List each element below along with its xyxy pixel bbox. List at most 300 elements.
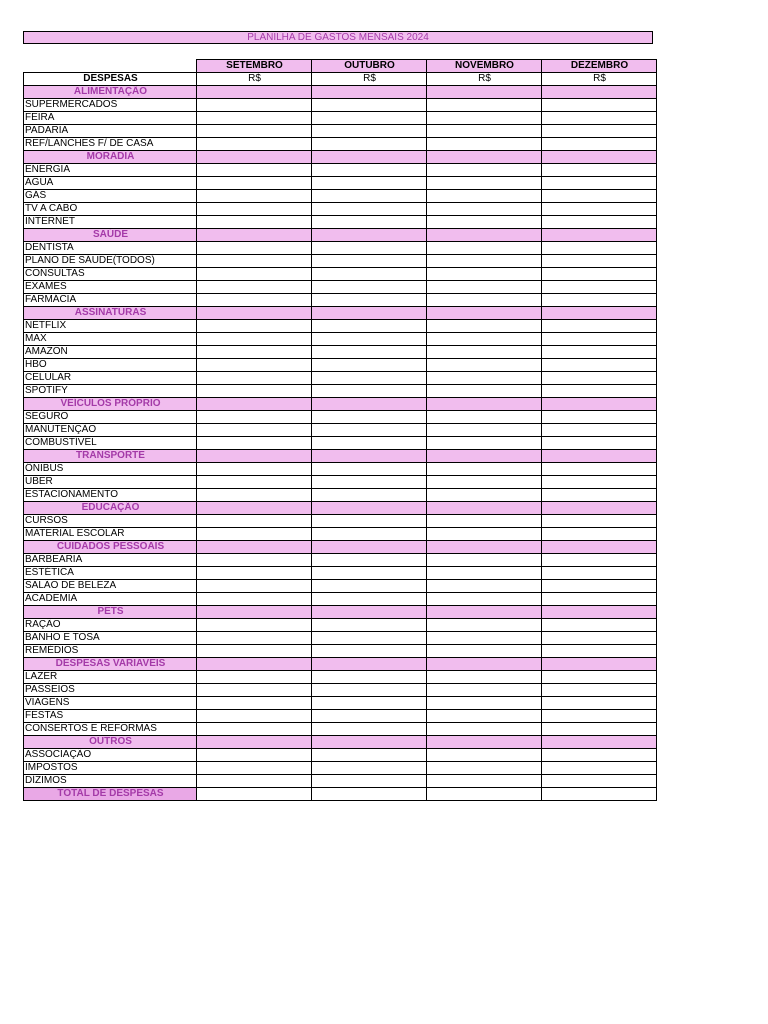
value-cell[interactable]: [542, 268, 657, 281]
value-cell[interactable]: [542, 346, 657, 359]
value-cell[interactable]: [427, 177, 542, 190]
value-cell[interactable]: [542, 372, 657, 385]
value-cell[interactable]: [197, 476, 312, 489]
value-cell[interactable]: [427, 489, 542, 502]
value-cell[interactable]: [427, 710, 542, 723]
value-cell[interactable]: [197, 775, 312, 788]
expense-label[interactable]: SPOTIFY: [24, 385, 197, 398]
value-cell[interactable]: [427, 151, 542, 164]
value-cell[interactable]: [542, 788, 657, 801]
value-cell[interactable]: [427, 671, 542, 684]
category-label[interactable]: VEÍCULOS PRÓPRIO: [24, 398, 197, 411]
value-cell[interactable]: [197, 385, 312, 398]
value-cell[interactable]: [197, 710, 312, 723]
expense-label[interactable]: REF/LANCHES F/ DE CASA: [24, 138, 197, 151]
value-cell[interactable]: [197, 268, 312, 281]
value-cell[interactable]: [312, 320, 427, 333]
value-cell[interactable]: [427, 645, 542, 658]
value-cell[interactable]: [312, 164, 427, 177]
value-cell[interactable]: [197, 307, 312, 320]
value-cell[interactable]: [197, 658, 312, 671]
value-cell[interactable]: [197, 437, 312, 450]
expense-row: [24, 333, 657, 346]
category-label[interactable]: EDUCAÇÃO: [24, 502, 197, 515]
value-cell[interactable]: [197, 606, 312, 619]
value-cell[interactable]: [542, 190, 657, 203]
value-cell[interactable]: [197, 697, 312, 710]
value-cell[interactable]: [312, 684, 427, 697]
value-cell[interactable]: [427, 99, 542, 112]
expense-label[interactable]: FARMÁCIA: [24, 294, 197, 307]
value-cell[interactable]: [427, 203, 542, 216]
expense-label[interactable]: REMÉDIOS: [24, 645, 197, 658]
value-cell[interactable]: [427, 398, 542, 411]
value-cell[interactable]: [542, 476, 657, 489]
value-cell[interactable]: [312, 437, 427, 450]
value-cell[interactable]: [197, 723, 312, 736]
value-cell[interactable]: [427, 411, 542, 424]
value-cell[interactable]: [427, 138, 542, 151]
value-cell[interactable]: [197, 177, 312, 190]
value-cell[interactable]: [312, 372, 427, 385]
value-cell[interactable]: [312, 268, 427, 281]
value-cell[interactable]: [542, 619, 657, 632]
value-cell[interactable]: [312, 723, 427, 736]
value-cell[interactable]: [427, 580, 542, 593]
value-cell[interactable]: [542, 736, 657, 749]
expense-label[interactable]: ASSOCIAÇÃO: [24, 749, 197, 762]
value-cell[interactable]: [542, 723, 657, 736]
value-cell[interactable]: [312, 255, 427, 268]
value-cell[interactable]: [312, 671, 427, 684]
category-label[interactable]: CUIDADOS PESSOAIS: [24, 541, 197, 554]
expense-table: [23, 59, 657, 801]
category-label[interactable]: PETS: [24, 606, 197, 619]
value-cell[interactable]: [427, 86, 542, 99]
corner-cell: [24, 60, 197, 73]
value-cell[interactable]: [197, 229, 312, 242]
value-cell[interactable]: [542, 710, 657, 723]
value-cell[interactable]: [197, 489, 312, 502]
category-label[interactable]: DESPESAS VARIAVEIS: [24, 658, 197, 671]
value-cell[interactable]: [542, 775, 657, 788]
value-cell[interactable]: [427, 268, 542, 281]
value-cell[interactable]: [312, 86, 427, 99]
currency-label[interactable]: R$: [542, 73, 657, 86]
category-label[interactable]: OUTROS: [24, 736, 197, 749]
value-cell[interactable]: [427, 567, 542, 580]
value-cell[interactable]: [197, 749, 312, 762]
value-cell[interactable]: [312, 203, 427, 216]
expense-label[interactable]: RAÇÃO: [24, 619, 197, 632]
value-cell[interactable]: [542, 528, 657, 541]
value-cell[interactable]: [427, 515, 542, 528]
value-cell[interactable]: [197, 645, 312, 658]
value-cell[interactable]: [542, 255, 657, 268]
value-cell[interactable]: [312, 450, 427, 463]
value-cell[interactable]: [427, 762, 542, 775]
value-cell[interactable]: [312, 463, 427, 476]
value-cell[interactable]: [312, 307, 427, 320]
value-cell[interactable]: [312, 138, 427, 151]
value-cell[interactable]: [312, 281, 427, 294]
expense-label[interactable]: SUPERMERCADOS: [24, 99, 197, 112]
category-label[interactable]: TRANSPORTE: [24, 450, 197, 463]
value-cell[interactable]: [197, 684, 312, 697]
value-cell[interactable]: [542, 632, 657, 645]
expense-label[interactable]: AMAZON: [24, 346, 197, 359]
value-cell[interactable]: [542, 580, 657, 593]
value-cell[interactable]: [312, 411, 427, 424]
value-cell[interactable]: [312, 476, 427, 489]
value-cell[interactable]: [312, 125, 427, 138]
value-cell[interactable]: [312, 736, 427, 749]
value-cell[interactable]: [542, 463, 657, 476]
value-cell[interactable]: [542, 125, 657, 138]
value-cell[interactable]: [542, 762, 657, 775]
month-header[interactable]: OUTUBRO: [312, 60, 427, 73]
value-cell[interactable]: [542, 385, 657, 398]
value-cell[interactable]: [542, 554, 657, 567]
value-cell[interactable]: [542, 281, 657, 294]
value-cell[interactable]: [427, 736, 542, 749]
value-cell[interactable]: [542, 112, 657, 125]
expense-label[interactable]: ESTÉTICA: [24, 567, 197, 580]
value-cell[interactable]: [197, 411, 312, 424]
value-cell[interactable]: [312, 99, 427, 112]
value-cell[interactable]: [542, 333, 657, 346]
expense-label[interactable]: DENTISTA: [24, 242, 197, 255]
expense-label[interactable]: BANHO E TOSA: [24, 632, 197, 645]
value-cell[interactable]: [427, 749, 542, 762]
expense-label[interactable]: MANUTENÇÃO: [24, 424, 197, 437]
value-cell[interactable]: [427, 307, 542, 320]
value-cell[interactable]: [427, 437, 542, 450]
value-cell[interactable]: [542, 749, 657, 762]
value-cell[interactable]: [542, 411, 657, 424]
expense-label[interactable]: PLANO DE SÁUDE(TODOS): [24, 255, 197, 268]
value-cell[interactable]: [197, 190, 312, 203]
value-cell[interactable]: [312, 632, 427, 645]
value-cell[interactable]: [197, 424, 312, 437]
value-cell[interactable]: [427, 619, 542, 632]
despesas-label[interactable]: DESPESAS: [24, 73, 197, 86]
month-header[interactable]: NOVEMBRO: [427, 60, 542, 73]
expense-label[interactable]: FESTAS: [24, 710, 197, 723]
value-cell[interactable]: [542, 86, 657, 99]
value-cell[interactable]: [197, 554, 312, 567]
value-cell[interactable]: [542, 645, 657, 658]
currency-label[interactable]: R$: [197, 73, 312, 86]
expense-label[interactable]: MATERIAL ESCOLAR: [24, 528, 197, 541]
value-cell[interactable]: [197, 151, 312, 164]
value-cell[interactable]: [542, 450, 657, 463]
value-cell[interactable]: [312, 333, 427, 346]
expense-row: [24, 723, 657, 736]
value-cell[interactable]: [197, 619, 312, 632]
value-cell[interactable]: [197, 671, 312, 684]
value-cell[interactable]: [427, 320, 542, 333]
value-cell[interactable]: [197, 242, 312, 255]
value-cell[interactable]: [312, 762, 427, 775]
value-cell[interactable]: [312, 541, 427, 554]
value-cell[interactable]: [427, 463, 542, 476]
value-cell[interactable]: [197, 788, 312, 801]
value-cell[interactable]: [427, 424, 542, 437]
value-cell[interactable]: [427, 359, 542, 372]
value-cell[interactable]: [427, 593, 542, 606]
value-cell[interactable]: [542, 229, 657, 242]
value-cell[interactable]: [427, 684, 542, 697]
value-cell[interactable]: [427, 658, 542, 671]
value-cell[interactable]: [197, 138, 312, 151]
value-cell[interactable]: [312, 658, 427, 671]
value-cell[interactable]: [197, 463, 312, 476]
value-cell[interactable]: [542, 359, 657, 372]
value-cell[interactable]: [542, 671, 657, 684]
value-cell[interactable]: [542, 177, 657, 190]
category-label[interactable]: SAÚDE: [24, 229, 197, 242]
value-cell[interactable]: [312, 242, 427, 255]
value-cell[interactable]: [197, 502, 312, 515]
value-cell[interactable]: [542, 164, 657, 177]
value-cell[interactable]: [312, 606, 427, 619]
value-cell[interactable]: [197, 359, 312, 372]
expense-label[interactable]: PADARIA: [24, 125, 197, 138]
value-cell[interactable]: [312, 502, 427, 515]
value-cell[interactable]: [542, 593, 657, 606]
value-cell[interactable]: [312, 788, 427, 801]
value-cell[interactable]: [312, 710, 427, 723]
value-cell[interactable]: [197, 736, 312, 749]
value-cell[interactable]: [427, 125, 542, 138]
value-cell[interactable]: [197, 762, 312, 775]
value-cell[interactable]: [197, 294, 312, 307]
expense-row: [24, 177, 657, 190]
month-header[interactable]: DEZEMBRO: [542, 60, 657, 73]
expense-row: [24, 281, 657, 294]
expense-label[interactable]: UBER: [24, 476, 197, 489]
value-cell[interactable]: [427, 346, 542, 359]
expense-label[interactable]: NETFLIX: [24, 320, 197, 333]
value-cell[interactable]: [542, 151, 657, 164]
value-cell[interactable]: [542, 138, 657, 151]
value-cell[interactable]: [427, 112, 542, 125]
value-cell[interactable]: [542, 606, 657, 619]
value-cell[interactable]: [427, 294, 542, 307]
expense-row: [24, 671, 657, 684]
value-cell[interactable]: [312, 112, 427, 125]
expense-label[interactable]: ÁGUA: [24, 177, 197, 190]
value-cell[interactable]: [312, 567, 427, 580]
value-cell[interactable]: [197, 450, 312, 463]
value-cell[interactable]: [312, 697, 427, 710]
expense-label[interactable]: FEIRA: [24, 112, 197, 125]
value-cell[interactable]: [197, 372, 312, 385]
expense-label[interactable]: SEGURO: [24, 411, 197, 424]
value-cell[interactable]: [427, 632, 542, 645]
expense-label[interactable]: BARBEARIA: [24, 554, 197, 567]
value-cell[interactable]: [312, 749, 427, 762]
value-cell[interactable]: [542, 203, 657, 216]
value-cell[interactable]: [427, 333, 542, 346]
value-cell[interactable]: [427, 190, 542, 203]
value-cell[interactable]: [197, 99, 312, 112]
value-cell[interactable]: [312, 645, 427, 658]
value-cell[interactable]: [197, 541, 312, 554]
value-cell[interactable]: [542, 502, 657, 515]
value-cell[interactable]: [312, 385, 427, 398]
value-cell[interactable]: [197, 320, 312, 333]
currency-label[interactable]: R$: [312, 73, 427, 86]
category-label[interactable]: ALIMENTAÇÃO: [24, 86, 197, 99]
expense-label[interactable]: CURSOS: [24, 515, 197, 528]
expense-row: [24, 580, 657, 593]
value-cell[interactable]: [427, 606, 542, 619]
value-cell[interactable]: [312, 775, 427, 788]
expense-label[interactable]: ESTACIONAMENTO: [24, 489, 197, 502]
value-cell[interactable]: [312, 216, 427, 229]
value-cell[interactable]: [427, 554, 542, 567]
category-row: [24, 450, 657, 463]
value-cell[interactable]: [312, 294, 427, 307]
value-cell[interactable]: [542, 437, 657, 450]
expense-label[interactable]: LAZER: [24, 671, 197, 684]
value-cell[interactable]: [197, 580, 312, 593]
value-cell[interactable]: [542, 307, 657, 320]
expense-label[interactable]: CONSULTAS: [24, 268, 197, 281]
value-cell[interactable]: [197, 346, 312, 359]
category-row: [24, 307, 657, 320]
value-cell[interactable]: [427, 528, 542, 541]
value-cell[interactable]: [197, 281, 312, 294]
expense-label[interactable]: DÍZIMOS: [24, 775, 197, 788]
expense-row: [24, 164, 657, 177]
value-cell[interactable]: [427, 385, 542, 398]
value-cell[interactable]: [427, 502, 542, 515]
value-cell[interactable]: [542, 99, 657, 112]
expense-label[interactable]: INTERNET: [24, 216, 197, 229]
value-cell[interactable]: [542, 541, 657, 554]
expense-label[interactable]: ENERGIA: [24, 164, 197, 177]
value-cell[interactable]: [427, 255, 542, 268]
expense-label[interactable]: TV A CABO: [24, 203, 197, 216]
value-cell[interactable]: [542, 320, 657, 333]
value-cell[interactable]: [312, 580, 427, 593]
value-cell[interactable]: [542, 424, 657, 437]
value-cell[interactable]: [427, 788, 542, 801]
expense-label[interactable]: EXAMES: [24, 281, 197, 294]
expense-row: [24, 645, 657, 658]
value-cell[interactable]: [542, 242, 657, 255]
expense-label[interactable]: COMBUSTÍVEL: [24, 437, 197, 450]
value-cell[interactable]: [197, 567, 312, 580]
value-cell[interactable]: [542, 398, 657, 411]
value-cell[interactable]: [542, 658, 657, 671]
category-label[interactable]: MORADIA: [24, 151, 197, 164]
value-cell[interactable]: [197, 112, 312, 125]
total-row: [24, 788, 657, 801]
expense-row: [24, 424, 657, 437]
value-cell[interactable]: [312, 190, 427, 203]
value-cell[interactable]: [542, 684, 657, 697]
value-cell[interactable]: [427, 164, 542, 177]
value-cell[interactable]: [312, 346, 427, 359]
month-header[interactable]: SETEMBRO: [197, 60, 312, 73]
value-cell[interactable]: [312, 489, 427, 502]
value-cell[interactable]: [542, 489, 657, 502]
value-cell[interactable]: [197, 398, 312, 411]
value-cell[interactable]: [197, 515, 312, 528]
value-cell[interactable]: [312, 619, 427, 632]
expense-label[interactable]: PASSEIOS: [24, 684, 197, 697]
value-cell[interactable]: [197, 255, 312, 268]
expense-label[interactable]: GÁS: [24, 190, 197, 203]
value-cell[interactable]: [427, 450, 542, 463]
value-cell[interactable]: [312, 151, 427, 164]
value-cell[interactable]: [542, 216, 657, 229]
currency-label[interactable]: R$: [427, 73, 542, 86]
value-cell[interactable]: [312, 359, 427, 372]
value-cell[interactable]: [197, 203, 312, 216]
value-cell[interactable]: [197, 528, 312, 541]
expense-label[interactable]: IMPOSTOS: [24, 762, 197, 775]
value-cell[interactable]: [197, 86, 312, 99]
expense-label[interactable]: MAX: [24, 333, 197, 346]
category-label[interactable]: ASSINATURAS: [24, 307, 197, 320]
expense-row: [24, 125, 657, 138]
value-cell[interactable]: [427, 541, 542, 554]
value-cell[interactable]: [542, 567, 657, 580]
value-cell[interactable]: [312, 424, 427, 437]
value-cell[interactable]: [427, 775, 542, 788]
expense-label[interactable]: CELULAR: [24, 372, 197, 385]
value-cell[interactable]: [427, 216, 542, 229]
value-cell[interactable]: [197, 593, 312, 606]
total-label[interactable]: TOTAL DE DESPESAS: [24, 788, 197, 801]
value-cell[interactable]: [312, 593, 427, 606]
value-cell[interactable]: [427, 372, 542, 385]
expense-label[interactable]: ÔNIBUS: [24, 463, 197, 476]
expense-label[interactable]: VIAGENS: [24, 697, 197, 710]
value-cell[interactable]: [312, 229, 427, 242]
expense-label[interactable]: ACADEMIA: [24, 593, 197, 606]
expense-label[interactable]: SALÃO DE BELEZA: [24, 580, 197, 593]
value-cell[interactable]: [312, 554, 427, 567]
value-cell[interactable]: [197, 125, 312, 138]
value-cell[interactable]: [197, 632, 312, 645]
value-cell[interactable]: [312, 398, 427, 411]
expense-label[interactable]: CONSERTOS E REFORMAS: [24, 723, 197, 736]
value-cell[interactable]: [427, 242, 542, 255]
expense-label[interactable]: HBO: [24, 359, 197, 372]
value-cell[interactable]: [427, 723, 542, 736]
value-cell[interactable]: [427, 697, 542, 710]
value-cell[interactable]: [542, 697, 657, 710]
value-cell[interactable]: [427, 476, 542, 489]
value-cell[interactable]: [197, 164, 312, 177]
value-cell[interactable]: [312, 515, 427, 528]
value-cell[interactable]: [427, 281, 542, 294]
value-cell[interactable]: [312, 177, 427, 190]
value-cell[interactable]: [427, 229, 542, 242]
value-cell[interactable]: [542, 294, 657, 307]
value-cell[interactable]: [312, 528, 427, 541]
expense-row: [24, 437, 657, 450]
value-cell[interactable]: [542, 515, 657, 528]
value-cell[interactable]: [197, 216, 312, 229]
value-cell[interactable]: [197, 333, 312, 346]
